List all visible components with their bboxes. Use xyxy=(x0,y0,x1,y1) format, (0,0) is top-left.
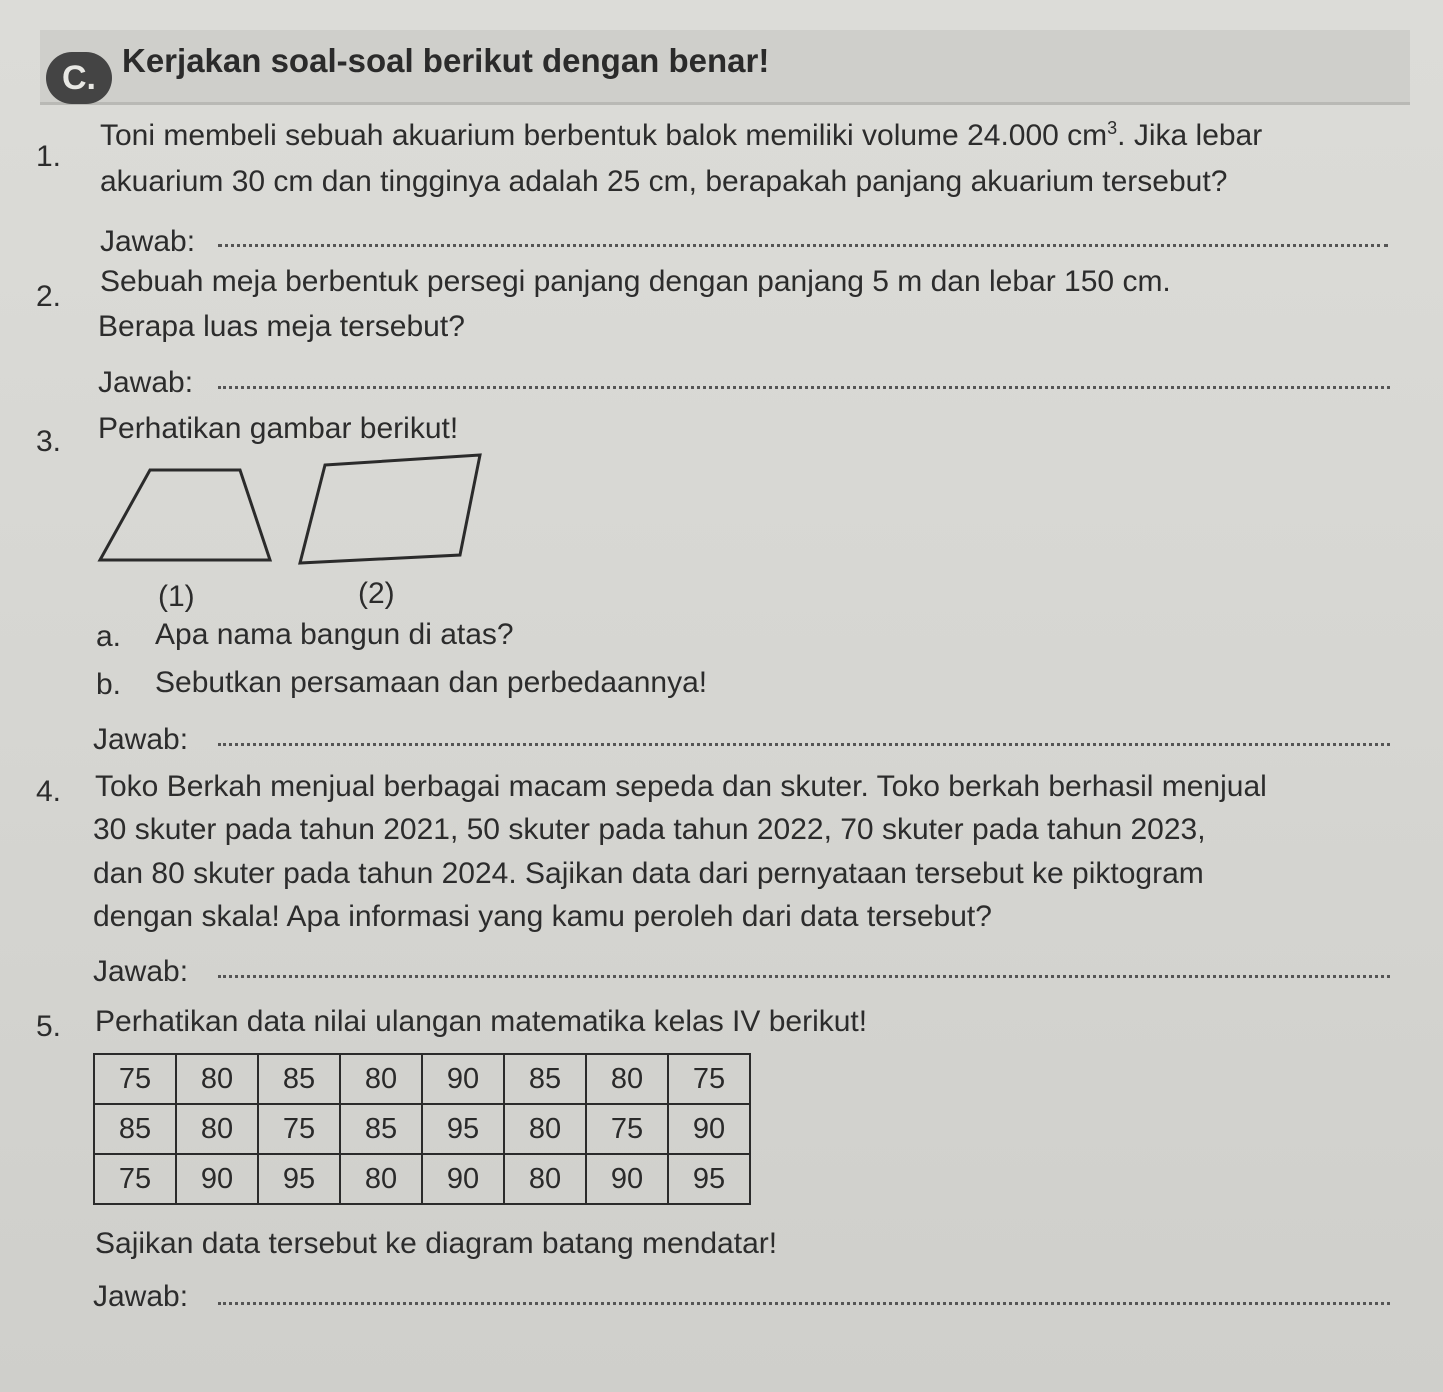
table-cell: 80 xyxy=(176,1054,258,1104)
table-cell: 95 xyxy=(422,1104,504,1154)
table-cell: 85 xyxy=(258,1054,340,1104)
q3-label-2: (2) xyxy=(358,577,395,610)
q3-shapes-figure xyxy=(90,445,490,575)
table-row xyxy=(94,1104,750,1154)
q5-answer-label: Jawab: xyxy=(93,1280,189,1313)
q1-line1-end: . Jika lebar xyxy=(1117,119,1263,152)
q3a-text: Apa nama bangun di atas? xyxy=(155,618,514,651)
table-cell: 80 xyxy=(340,1154,422,1204)
q3b-letter: b. xyxy=(96,668,122,701)
q2-answer-line[interactable] xyxy=(218,386,1390,389)
parallelogram-shape xyxy=(300,455,480,563)
q2-answer-label: Jawab: xyxy=(98,366,194,399)
q4-line4: dengan skala! Apa informasi yang kamu peroleh dari data tersebut? xyxy=(93,900,992,933)
q1-line1-text: Toni membeli sebuah akuarium berbentuk balok memiliki volume 24.000 cm xyxy=(100,119,1108,152)
table-cell: 80 xyxy=(340,1054,422,1104)
q3-answer-line[interactable] xyxy=(218,743,1390,746)
q5-number: 5. xyxy=(36,1010,62,1043)
q1-answer-label: Jawab: xyxy=(100,225,196,258)
q1-line1 xyxy=(100,118,1262,153)
table-cell: 80 xyxy=(586,1054,668,1104)
table-cell: 90 xyxy=(422,1054,504,1104)
table-cell: 90 xyxy=(668,1104,750,1154)
section-heading: Kerjakan soal-soal berikut dengan benar! xyxy=(122,42,770,79)
table-cell: 85 xyxy=(94,1104,176,1154)
table-cell: 90 xyxy=(586,1154,668,1204)
table-cell: 75 xyxy=(94,1154,176,1204)
table-cell: 75 xyxy=(668,1054,750,1104)
q3-label-1: (1) xyxy=(158,580,195,613)
table-cell: 75 xyxy=(94,1054,176,1104)
table-cell: 90 xyxy=(422,1154,504,1204)
q3a-letter: a. xyxy=(96,620,122,653)
q1-number: 1. xyxy=(36,140,62,173)
q4-line3: dan 80 skuter pada tahun 2024. Sajikan data dari pernyataan tersebut ke piktogram xyxy=(93,857,1204,890)
table-cell: 90 xyxy=(176,1154,258,1204)
q4-number: 4. xyxy=(36,775,62,808)
table-cell: 75 xyxy=(258,1104,340,1154)
table-cell: 85 xyxy=(504,1054,586,1104)
q5-score-table xyxy=(93,1053,751,1205)
q5-line1: Perhatikan data nilai ulangan matematika kelas IV berikut! xyxy=(95,1005,868,1038)
table-cell: 80 xyxy=(504,1154,586,1204)
q3-number: 3. xyxy=(36,425,62,458)
table-row xyxy=(94,1054,750,1104)
q2-line2: Berapa luas meja tersebut? xyxy=(98,310,465,343)
table-cell: 75 xyxy=(586,1104,668,1154)
q1-line1-superscript: 3 xyxy=(1107,118,1118,138)
q2-number: 2. xyxy=(36,280,62,313)
table-cell: 95 xyxy=(258,1154,340,1204)
table-row xyxy=(94,1154,750,1204)
q3b-text: Sebutkan persamaan dan perbedaannya! xyxy=(155,666,708,699)
q1-answer-line[interactable] xyxy=(218,244,1388,247)
q3-line1: Perhatikan gambar berikut! xyxy=(98,412,459,445)
q5-line2: Sajikan data tersebut ke diagram batang mendatar! xyxy=(95,1227,778,1260)
table-cell: 80 xyxy=(504,1104,586,1154)
q5-answer-line[interactable] xyxy=(218,1302,1390,1305)
trapezoid-shape xyxy=(100,470,270,560)
table-cell: 95 xyxy=(668,1154,750,1204)
q4-answer-label: Jawab: xyxy=(93,955,189,988)
table-cell: 85 xyxy=(340,1104,422,1154)
q1-line2: akuarium 30 cm dan tingginya adalah 25 cm, berapakah panjang akuarium tersebut? xyxy=(100,165,1228,198)
q4-line1: Toko Berkah menjual berbagai macam sepeda dan skuter. Toko berkah berhasil menjual xyxy=(95,770,1267,803)
q4-answer-line[interactable] xyxy=(218,975,1390,978)
table-cell: 80 xyxy=(176,1104,258,1154)
q4-line2: 30 skuter pada tahun 2021, 50 skuter pada tahun 2022, 70 skuter pada tahun 2023, xyxy=(93,813,1206,846)
q3-answer-label: Jawab: xyxy=(93,723,189,756)
section-badge: C. xyxy=(46,52,112,104)
q2-line1: Sebuah meja berbentuk persegi panjang dengan panjang 5 m dan lebar 150 cm. xyxy=(100,265,1171,298)
